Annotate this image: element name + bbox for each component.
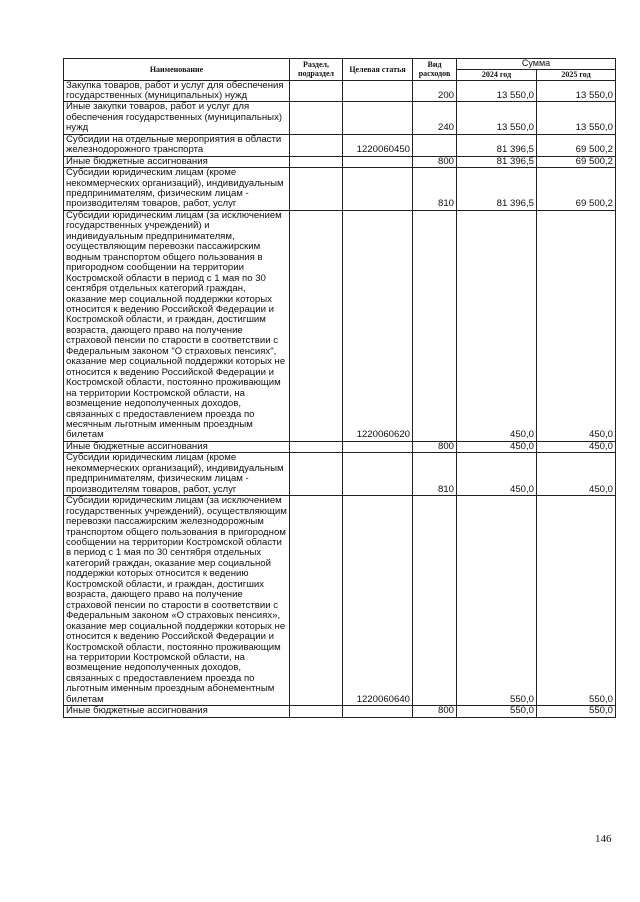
cell-section	[290, 453, 343, 496]
header-sum: Сумма	[457, 59, 616, 70]
cell-expense: 800	[413, 706, 457, 717]
table-row	[64, 102, 616, 134]
cell-2024: 13 550,0	[457, 102, 537, 134]
cell-name: Иные закупки товаров, работ и услуг для обеспечения государственных (муниципальных) нужд	[64, 102, 290, 134]
cell-expense: 800	[413, 441, 457, 452]
table-row	[64, 168, 616, 211]
cell-2024: 81 396,5	[457, 156, 537, 167]
cell-target	[343, 102, 413, 134]
cell-section	[290, 441, 343, 452]
cell-section	[290, 496, 343, 706]
cell-expense: 240	[413, 102, 457, 134]
cell-target: 1220060620	[343, 210, 413, 441]
header-section: Раздел, подраздел	[290, 59, 343, 81]
header-expense: Вид расходов	[413, 59, 457, 81]
cell-name: Субсидии юридическим лицам (за исключением государственных учреждений), осуществляющим перевозки пассажирским железнодорожным транспортом общего пользования в пригородном сообщении на территории Костромской области в период с 1 мая по 30 сентября отдельных категорий граждан, оказание мер социальной поддержки которых относится к ведению Костромской области, и граждан, достигших возраста, дающего право на получение страховой пенсии по старости в соответствии с Федеральным законом «О страховых пенсиях», оказание мер социальной поддержки которых не относится к ведению Российской Федерации и Костромской области, постоянно проживающим на территории Костромской области, на возмещение недополученных доходов, связанных с предоставлением проезда по льготным именным проездным абонементным билетам	[64, 496, 290, 706]
cell-target	[343, 80, 413, 102]
cell-name: Иные бюджетные ассигнования	[64, 441, 290, 452]
cell-expense	[413, 210, 457, 441]
table-body	[64, 80, 616, 717]
table-row	[64, 441, 616, 452]
table-row	[64, 496, 616, 706]
table-row	[64, 134, 616, 156]
cell-2025: 550,0	[537, 496, 616, 706]
cell-expense: 810	[413, 168, 457, 211]
table-row	[64, 706, 616, 717]
cell-2025: 450,0	[537, 453, 616, 496]
cell-2024: 550,0	[457, 706, 537, 717]
cell-name: Субсидии на отдельные мероприятия в области железнодорожного транспорта	[64, 134, 290, 156]
page-number: 146	[595, 833, 612, 845]
cell-name: Субсидии юридическим лицам (за исключением государственных учреждений) и индивидуальным предпринимателям, осуществляющим перевозки пассажирским водным транспортом общего пользования в пригородном сообщении на территории Костромской области в период с 1 мая по 30 сентября отдельных категорий граждан, оказание мер социальной поддержки которых относится к ведению Российской Федерации и Костромской области, и граждан, достигшим возраста, дающего право на получение страховой пенсии по старости в соответствии с Федеральным законом "О страховых пенсиях", оказание мер социальной поддержки которых не относится к ведению Российской Федерации и Костромской области, постоянно проживающим на территории Костромской области, на возмещение недополученных доходов, связанных с предоставлением проезда по месячным льготным именным проездным билетам	[64, 210, 290, 441]
cell-2024: 550,0	[457, 496, 537, 706]
cell-2024: 13 550,0	[457, 80, 537, 102]
header-year-2025: 2025 год	[537, 70, 616, 81]
cell-target	[343, 168, 413, 211]
table-row	[64, 80, 616, 102]
cell-expense: 800	[413, 156, 457, 167]
cell-section	[290, 168, 343, 211]
cell-section	[290, 80, 343, 102]
cell-2025: 13 550,0	[537, 80, 616, 102]
cell-expense: 200	[413, 80, 457, 102]
header-year-2024: 2024 год	[457, 70, 537, 81]
table-row	[64, 210, 616, 441]
cell-target: 1220060640	[343, 496, 413, 706]
cell-name: Иные бюджетные ассигнования	[64, 156, 290, 167]
cell-target	[343, 441, 413, 452]
cell-2025: 450,0	[537, 210, 616, 441]
cell-2025: 13 550,0	[537, 102, 616, 134]
cell-2025: 69 500,2	[537, 134, 616, 156]
cell-2024: 450,0	[457, 210, 537, 441]
cell-2025: 450,0	[537, 441, 616, 452]
cell-2024: 81 396,5	[457, 168, 537, 211]
budget-table	[63, 58, 616, 718]
cell-2025: 550,0	[537, 706, 616, 717]
cell-section	[290, 134, 343, 156]
cell-name: Субсидии юридическим лицам (кроме некоммерческих организаций), индивидуальным предпринимателям, физическим лицам - производителям товаров, работ, услуг	[64, 453, 290, 496]
table-row	[64, 453, 616, 496]
cell-section	[290, 102, 343, 134]
cell-section	[290, 210, 343, 441]
cell-section	[290, 706, 343, 717]
cell-name: Закупка товаров, работ и услуг для обеспечения государственных (муниципальных) нужд	[64, 80, 290, 102]
header-target: Целевая статья	[343, 59, 413, 81]
cell-target	[343, 156, 413, 167]
cell-target	[343, 706, 413, 717]
cell-expense: 810	[413, 453, 457, 496]
cell-name: Иные бюджетные ассигнования	[64, 706, 290, 717]
cell-2025: 69 500,2	[537, 156, 616, 167]
cell-target	[343, 453, 413, 496]
cell-2024: 81 396,5	[457, 134, 537, 156]
cell-2024: 450,0	[457, 453, 537, 496]
cell-2025: 69 500,2	[537, 168, 616, 211]
table-row	[64, 156, 616, 167]
cell-name: Субсидии юридическим лицам (кроме некоммерческих организаций), индивидуальным предпринимателям, физическим лицам - производителям товаров, работ, услуг	[64, 168, 290, 211]
cell-2024: 450,0	[457, 441, 537, 452]
cell-expense	[413, 134, 457, 156]
cell-target: 1220060450	[343, 134, 413, 156]
cell-section	[290, 156, 343, 167]
cell-expense	[413, 496, 457, 706]
header-name: Наименование	[64, 59, 290, 81]
